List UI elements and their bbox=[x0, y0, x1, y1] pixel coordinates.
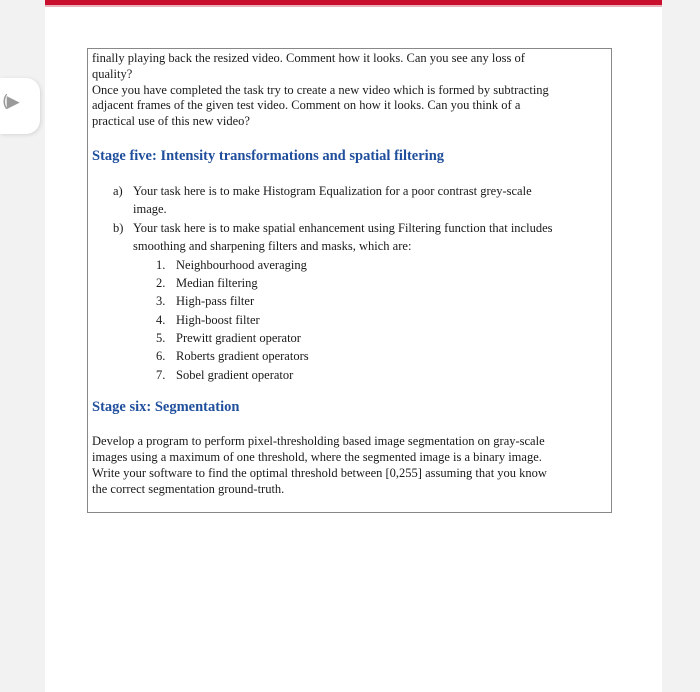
intro-line: quality? bbox=[92, 67, 133, 81]
filter-label: Roberts gradient operators bbox=[176, 349, 309, 363]
filter-number: 3. bbox=[156, 294, 166, 308]
header-red-rule-shadow bbox=[45, 5, 662, 7]
filter-number: 4. bbox=[156, 313, 166, 327]
list-marker: a) bbox=[113, 184, 123, 198]
filter-list-item bbox=[156, 294, 254, 309]
stage-five-heading: Stage five: Intensity transformations and spatial filtering bbox=[92, 148, 445, 164]
filter-number: 7. bbox=[156, 368, 166, 382]
list-item-text: Your task here is to make Histogram Equalization for a poor contrast grey-scale bbox=[133, 184, 532, 198]
filter-number: 2. bbox=[156, 276, 166, 290]
list-marker: b) bbox=[113, 221, 124, 235]
play-icon[interactable]: (▶ bbox=[2, 92, 18, 112]
filter-label: Prewitt gradient operator bbox=[176, 331, 301, 345]
list-item-a bbox=[113, 184, 532, 198]
list-item-text: Your task here is to make spatial enhancement using Filtering function that includes bbox=[133, 221, 553, 235]
list-item-b bbox=[113, 221, 552, 235]
intro-line: finally playing back the resized video. Comment how it looks. Can you see any loss of bbox=[92, 51, 525, 65]
filter-list-item bbox=[156, 331, 301, 346]
media-control-tab[interactable] bbox=[0, 78, 40, 134]
filter-label: Median filtering bbox=[176, 276, 258, 290]
filter-label: High-pass filter bbox=[176, 294, 255, 308]
list-item-continuation: image. bbox=[133, 202, 167, 216]
filter-list-item bbox=[156, 313, 260, 328]
segmentation-line: the correct segmentation ground-truth. bbox=[92, 482, 285, 496]
segmentation-line: Write your software to find the optimal threshold between [0,255] assuming that you know bbox=[92, 466, 547, 480]
segmentation-line: images using a maximum of one threshold, where the segmented image is a binary image. bbox=[92, 450, 542, 464]
filter-label: Sobel gradient operator bbox=[176, 368, 294, 382]
intro-line: practical use of this new video? bbox=[92, 114, 250, 128]
stage-six-heading: Stage six: Segmentation bbox=[92, 399, 240, 415]
filter-list-item bbox=[156, 368, 293, 383]
filter-list-item bbox=[156, 349, 309, 364]
intro-line: adjacent frames of the given test video. Comment on how it looks. Can you think of a bbox=[92, 98, 521, 112]
filter-list-item bbox=[156, 276, 258, 291]
right-margin bbox=[662, 0, 700, 692]
filter-label: High-boost filter bbox=[176, 313, 260, 327]
list-item-continuation: smoothing and sharpening filters and masks, which are: bbox=[133, 239, 412, 253]
segmentation-line: Develop a program to perform pixel-thresholding based image segmentation on gray-scale bbox=[92, 434, 545, 448]
filter-label: Neighbourhood averaging bbox=[176, 258, 307, 272]
filter-number: 1. bbox=[156, 258, 166, 272]
filter-number: 5. bbox=[156, 331, 166, 345]
filter-number: 6. bbox=[156, 349, 166, 363]
filter-list-item bbox=[156, 258, 307, 273]
intro-line: Once you have completed the task try to create a new video which is formed by subtracting bbox=[92, 83, 549, 97]
